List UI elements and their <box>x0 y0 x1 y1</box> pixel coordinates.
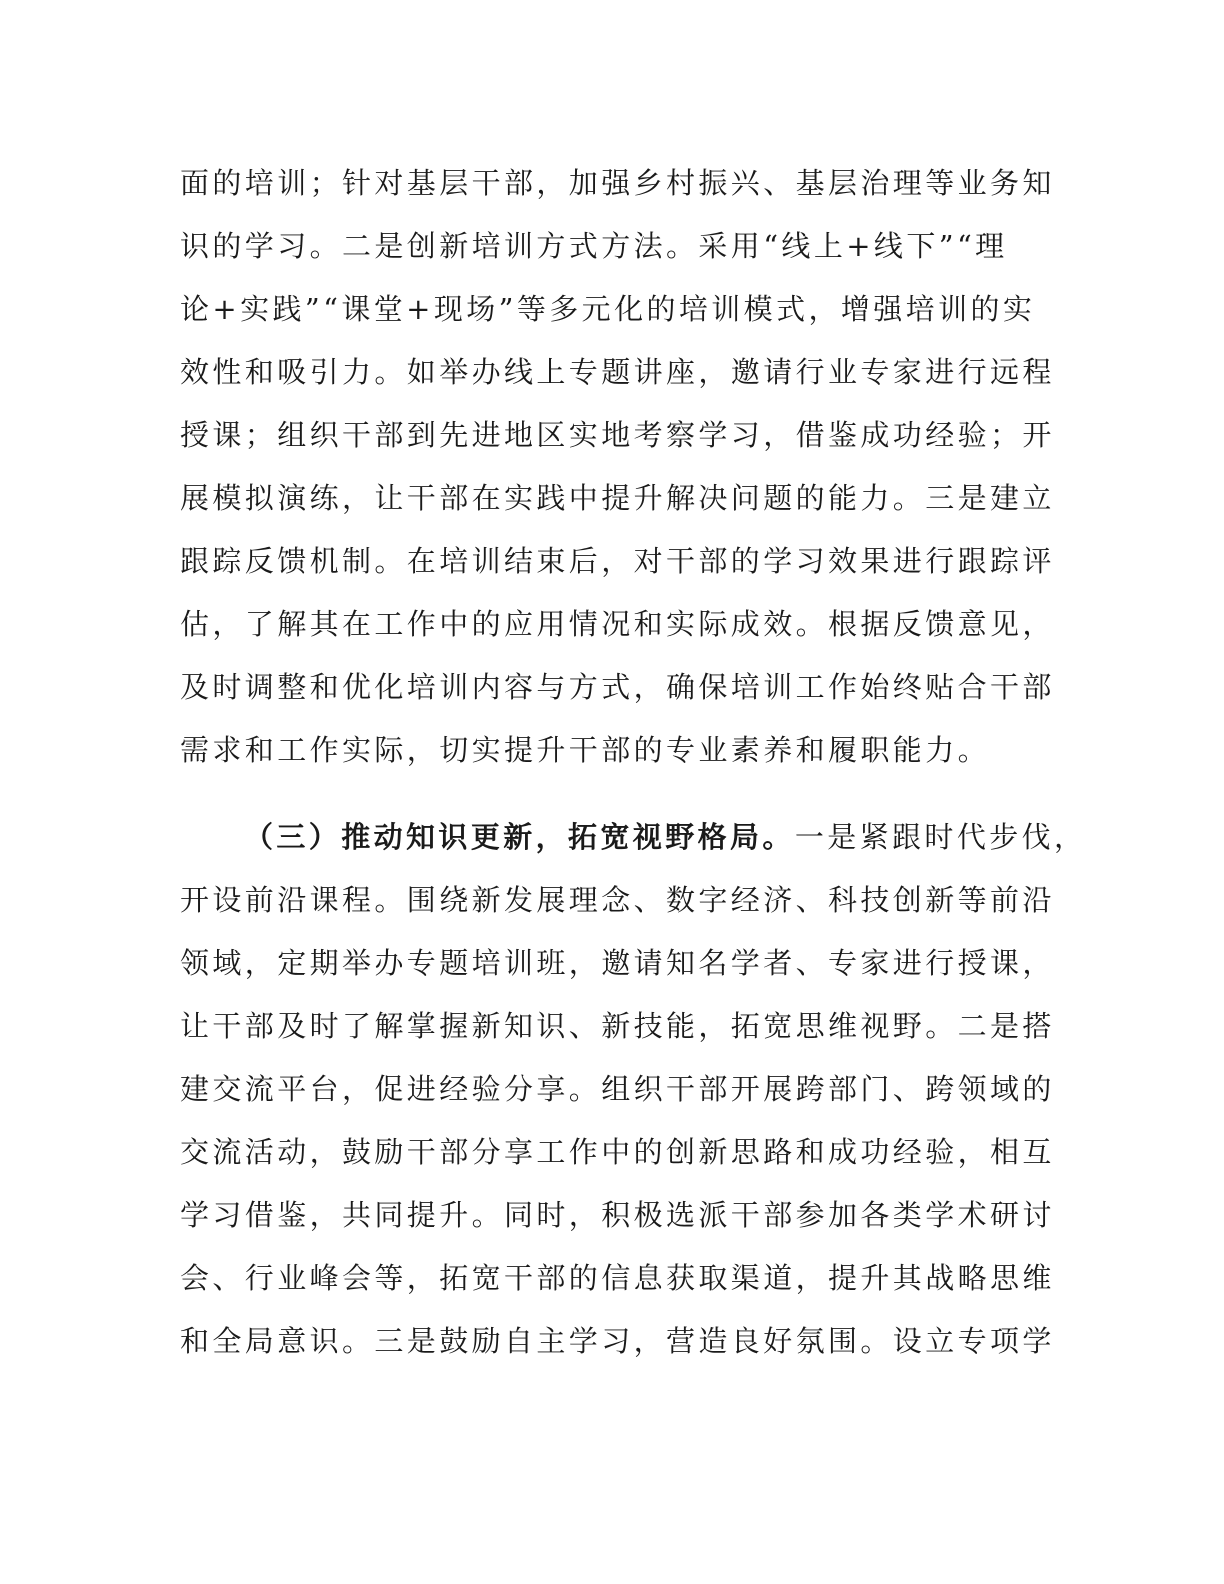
text-line: 面的培训；针对基层干部，加强乡村振兴、基层治理等业务知 <box>180 166 1055 200</box>
text-line: 交流活动，鼓励干部分享工作中的创新思路和成功经验，相互 <box>180 1135 1055 1169</box>
text-run: 一是紧跟时代步伐， <box>794 820 1087 854</box>
paragraph-knowledge-update <box>180 806 1087 1373</box>
text-line: 让干部及时了解掌握新知识、新技能，拓宽思维视野。二是搭 <box>180 1009 1055 1043</box>
text-line: 需求和工作实际，切实提升干部的专业素养和履职能力。 <box>180 733 991 767</box>
text-line: 建交流平台，促进经验分享。组织干部开展跨部门、跨领域的 <box>180 1072 1055 1106</box>
text-line: 领域，定期举办专题培训班，邀请知名学者、专家进行授课， <box>180 946 1055 980</box>
paragraph-training <box>180 152 1055 782</box>
text-line: 估，了解其在工作中的应用情况和实际成效。根据反馈意见， <box>180 607 1055 641</box>
text-line: 授课；组织干部到先进地区实地考察学习，借鉴成功经验；开 <box>180 418 1055 452</box>
paragraph-first-line <box>180 806 1087 869</box>
text-line: 识的学习。二是创新培训方式方法。采用“线上+线下”“理 <box>180 229 1008 263</box>
text-line: 论+实践”“课堂+现场”等多元化的培训模式，增强培训的实 <box>180 292 1036 326</box>
text-line: 效性和吸引力。如举办线上专题讲座，邀请行业专家进行远程 <box>180 355 1055 389</box>
text-line: 跟踪反馈机制。在培训结束后，对干部的学习效果进行跟踪评 <box>180 544 1055 578</box>
text-line: 会、行业峰会等，拓宽干部的信息获取渠道，提升其战略思维 <box>180 1261 1055 1295</box>
text-line: 和全局意识。三是鼓励自主学习，营造良好氛围。设立专项学 <box>180 1324 1055 1358</box>
text-line: 学习借鉴，共同提升。同时，积极选派干部参加各类学术研讨 <box>180 1198 1055 1232</box>
section-heading: （三）推动知识更新，拓宽视野格局。 <box>244 820 795 854</box>
text-line: 展模拟演练，让干部在实践中提升解决问题的能力。三是建立 <box>180 481 1055 515</box>
text-line: 开设前沿课程。围绕新发展理念、数字经济、科技创新等前沿 <box>180 883 1055 917</box>
text-line: 及时调整和优化培训内容与方式，确保培训工作始终贴合干部 <box>180 670 1055 704</box>
